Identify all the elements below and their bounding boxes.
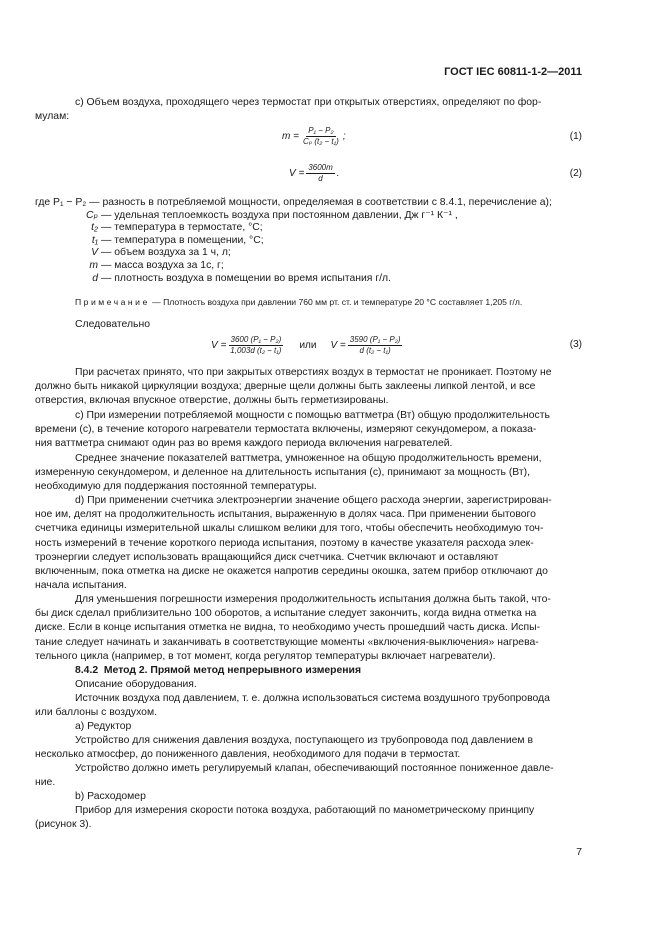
intro-paragraph: с) Объем воздуха, проходящего через термостат при открытых отверстиях, определяют по фор- мулам:	[35, 97, 542, 123]
paragraph: Описание оборудования.	[75, 679, 197, 690]
equation-1-number: (1)	[569, 131, 582, 142]
definition-lead: где P₁ − P₂ — разность в потребляемой мощности, определяемая в соответствии с 8.4.1, перечисление а);	[35, 197, 552, 208]
equation-2-number: (2)	[569, 168, 582, 179]
symbol-definitions	[35, 197, 595, 285]
page-number: 7	[576, 847, 582, 858]
definition-row: m — масса воздуха за 1с, г;	[89, 259, 224, 271]
paragraph: При расчетах принято, что при закрытых отверстиях воздух в термостат не проникает. Поэтому не должно быть никакой циркуляции воздуха; дверные щели должны быть заклеены липкой лентой, и все отверстия, включая впускное отверстие, должны быть герметизированы.	[35, 367, 552, 407]
paragraph: Среднее значение показателей ваттметра, умноженное на общую продолжительность времени, измеренную секундомером, и деленное на длительность испытания (с), принимают за мощность (Вт), необходимую для поддержания постоянной температуры.	[35, 453, 542, 493]
definition-row: Cₚ — удельная теплоемкость воздуха при постоянном давлении, Дж г⁻¹ К⁻¹ ,	[86, 209, 458, 221]
equation-1: m = $\frac{\text{P₁ − P₂}}{\text{Cₚ (t₂ − t₁)}}$ ;	[282, 126, 346, 146]
paragraph: Прибор для измерения скорости потока воздуха, работающий по манометрическому принципу (рисунок 3).	[35, 805, 535, 831]
paragraph: Устройство для снижения давления воздуха, поступающего из трубопровода под давлением в несколько атмосфер, до пониженного давления, необходимого для подачи в термостат.	[35, 735, 533, 761]
definition-row: t₁ — температура в помещении, °С;	[91, 234, 264, 246]
paragraph: с) При измерении потребляемой мощности с помощью ваттметра (Вт) общую продолжительность времени (с), в течение которого нагреватели термостата включены, измеряют секундомером, а показа- ния ваттметра снимают один раз во время каждого периода включения нагревателей.	[35, 410, 550, 450]
equation-3-number: (3)	[569, 339, 582, 350]
paragraph: d) При применении счетчика электроэнергии значение общего расхода энергии, зарегистрирован- ное им, делят на продолжительность испытания, выраженную в долях часа. При применении бытового счетчика единицы измерительной шкалы слишком велики для того, чтобы обеспечить необходимую точ- ность измерений в течение короткого периода испытания, поэтому в качестве указателя расхода элек- троэнергии следует использовать вращающийся диск счетчика. Счетчик включают и оставляют включенным, пока отметка на диске не окажется напротив середины окошка, затем прибор отключают до начала испытания.	[35, 495, 552, 592]
paragraph: Устройство должно иметь регулируемый клапан, обеспечивающий постоянное пониженное давле- ние.	[35, 763, 554, 789]
section-heading: 8.4.2 Метод 2. Прямой метод непрерывного измерения	[75, 665, 362, 676]
equation-3: V = $\frac{\text{3600 (P₁ − P₂)}}{\text{1,003d (t₂ − t₁)}}$ или V = $\frac{\text{3590 (P₁ − P₂)}}{\text{d (t₂ − t₁)}}$	[211, 335, 401, 355]
note: Примечание — Плотность воздуха при давлении 760 мм рт. ст. и температуре 20 °С составляет 1,205 г/л.	[75, 297, 523, 307]
definition-row: d — плотность воздуха в помещении во время испытания г/л.	[92, 272, 391, 284]
equation-2: V = $\frac{3600m}{d}$ .	[289, 163, 340, 183]
standard-header: ГОСТ IEC 60811-1-2—2011	[444, 66, 582, 78]
paragraph: Источник воздуха под давлением, т. е. должна использоваться система воздушного трубопровода или баллоны с воздухом.	[35, 693, 550, 719]
definition-row: t₂ — температура в термостате, °С;	[91, 222, 263, 234]
list-item-b: b) Расходомер	[75, 791, 146, 802]
therefore-text: Следовательно	[75, 319, 150, 330]
paragraph: Для уменьшения погрешности измерения продолжительность испытания должна быть такой, что- бы диск сделал приблизительно 100 оборотов, а испытание следует закончить, когда видна отметка на диске. Если в конце испытания отметка не видна, то необходимо учесть прошедший часть диска. Испы- тание следует начинать и заканчивать в соответствующие моменты «включения-выключения» нагрева- тельного цикла (например, в тот момент, когда регулятор температуры включает нагреватели).	[35, 594, 551, 662]
list-item-a: а) Редуктор	[75, 721, 132, 732]
definition-row: V — объем воздуха за 1 ч, л;	[91, 247, 231, 259]
